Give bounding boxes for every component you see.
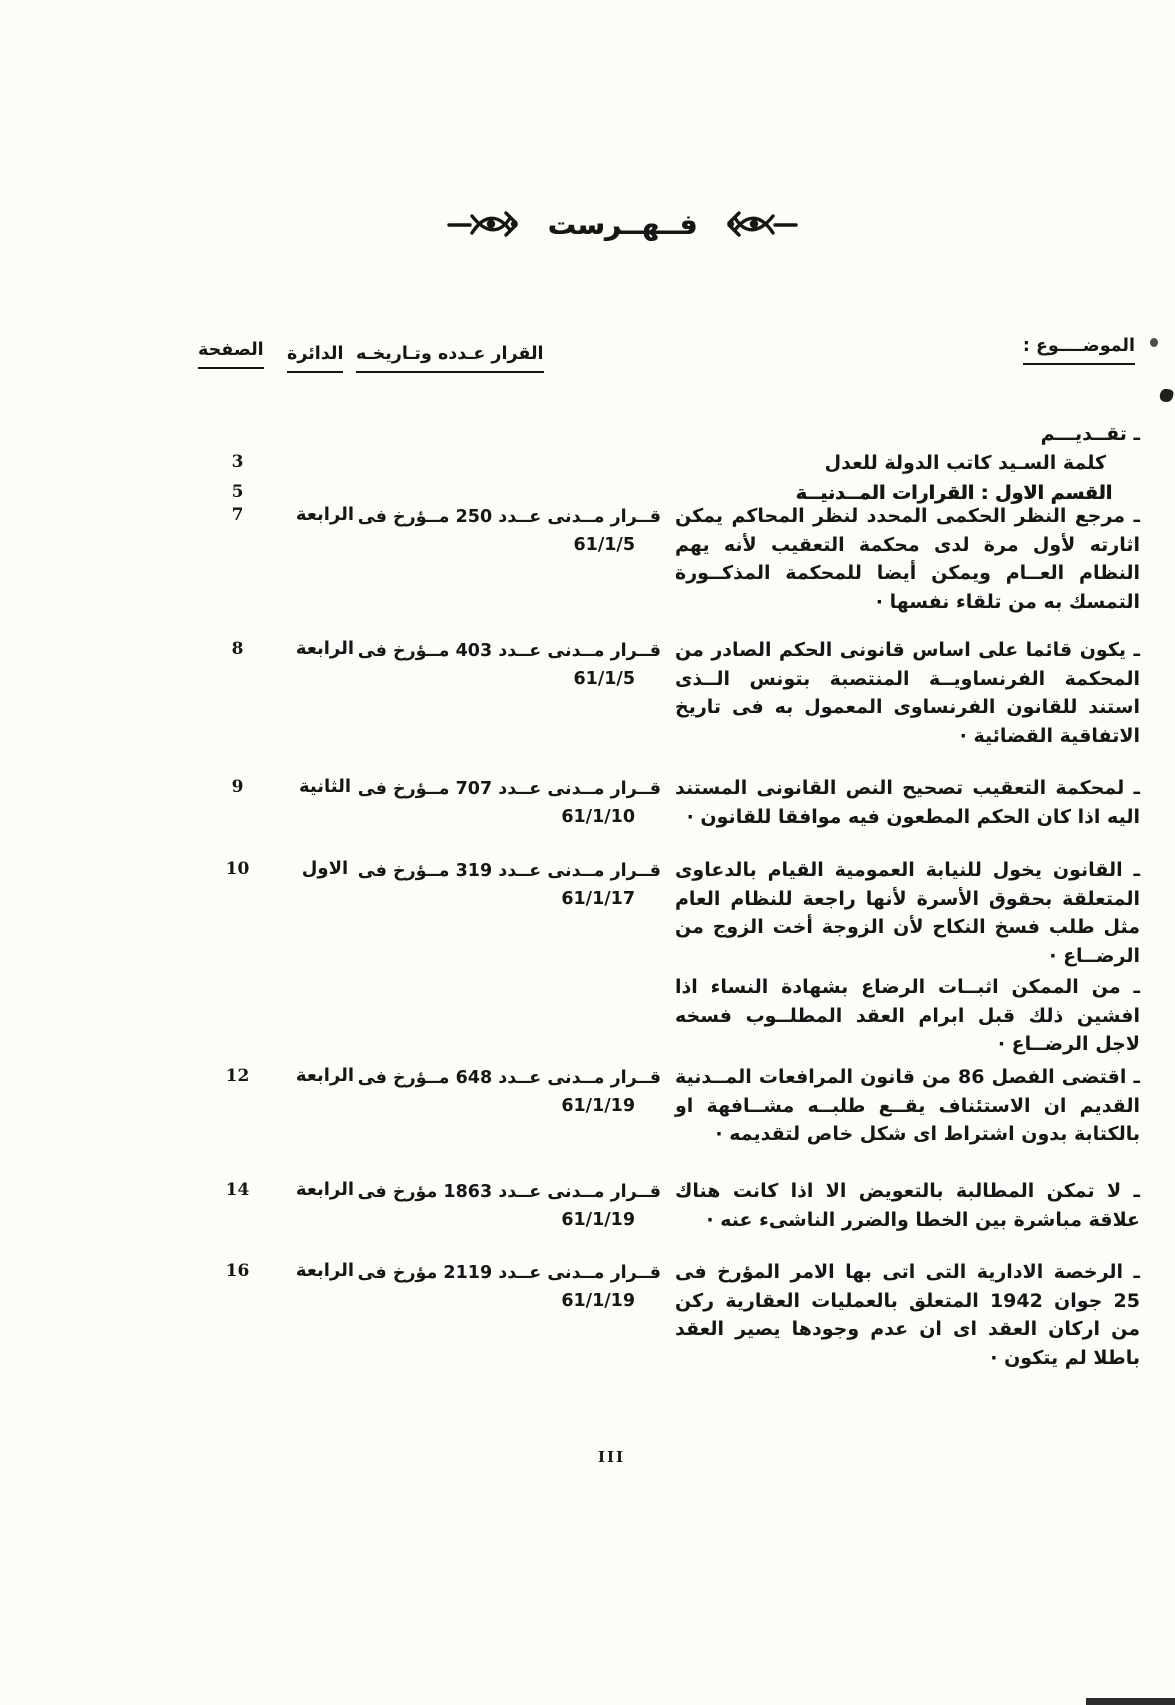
entry-subject: ـ الرخصة الادارية التى اتى بها الامر المؤرخ فى 25 جوان 1942 المتعلق بالعمليات العقارية ركن من اركان العقد اى ان عدم وجودها يصير العقد باطلا لم يتكون · [675, 1261, 1140, 1369]
toc-entry [200, 856, 1140, 970]
decision-reference: قــرار مــدنى عــدد 403 مــؤرخ فى [357, 641, 661, 661]
entry-subject: ـ القانون يخول للنيابة العمومية القيام بالدعاوى المتعلقة بحقوق الأسرة لأنها راجعة للنظام العام مثل طلب فسخ النكاح لأن الزوجة أخت الزوج من الرضــاع · [675, 859, 1140, 967]
front-matter-row-secretary-word [200, 449, 1140, 478]
front-matter-page: 5 [231, 482, 244, 502]
toc-entry [200, 636, 1140, 750]
entry-decision [357, 502, 675, 559]
toc-entry [200, 1258, 1140, 1372]
decision-reference: قــرار مــدنى عــدد 319 مــؤرخ فى [357, 861, 661, 881]
entry-decision [357, 1177, 675, 1234]
entry-decision [357, 856, 675, 913]
entry-decision [357, 1063, 675, 1120]
entry-subject: ـ مرجع النظر الحكمى المحدد لنظر المحاكم يمكن اثارته لأول مرة لدى محكمة التعقيب لأنه يهم النظام العــام ويمكن أيضا للمحكمة المذكــورة التمسك به من تلقاء نفسها · [675, 505, 1140, 613]
front-matter-label: كلمة السـيد كاتب الدولة للعدل [824, 452, 1106, 474]
front-matter-row-introduction [200, 420, 1140, 449]
table-header-row [0, 330, 1175, 390]
scan-artifact [1159, 388, 1174, 403]
decision-reference: قــرار مــدنى عــدد 2119 مؤرخ فى [357, 1263, 661, 1283]
header-chamber: الدائرة [287, 344, 343, 373]
entry-chamber: الرابعة [295, 638, 355, 659]
entry-decision [357, 1258, 675, 1315]
decision-date [375, 803, 661, 831]
entry-subject: ـ لمحكمة التعقيب تصحيح النص القانونى المستند اليه اذا كان الحكم المطعون فيه موافقا للقانون · [675, 777, 1140, 828]
page-title-row [70, 206, 1175, 242]
entry-decision [375, 973, 675, 975]
header-decision-number-date: القرار عـدده وتـاريخـه [356, 344, 544, 373]
decision-reference: قــرار مــدنى عــدد 648 مــؤرخ فى [357, 1068, 661, 1088]
entry-chamber: الرابعة [295, 1179, 355, 1200]
entry-chamber: الرابعة [295, 504, 355, 525]
front-matter-page [200, 420, 275, 424]
decision-date [375, 1287, 661, 1315]
decision-date-text: 61/1/19 [561, 1096, 635, 1116]
toc-entry [200, 1177, 1140, 1234]
toc-entry [200, 1063, 1140, 1149]
entry-chamber: الرابعة [295, 1260, 355, 1281]
entry-decision [357, 774, 675, 831]
entry-page: 7 [231, 505, 244, 525]
entry-chamber: الرابعة [295, 1065, 355, 1086]
scan-artifact [1150, 338, 1158, 347]
decision-date-text: 61/1/19 [561, 1291, 635, 1311]
entry-page: 16 [225, 1261, 250, 1281]
decision-reference: قــرار مــدنى عــدد 1863 مؤرخ فى [357, 1182, 661, 1202]
entry-subject: ـ اقتضى الفصل 86 من قانون المرافعات المــدنية القديم ان الاستئناف يقــع طلبــه مشــافهة او بالكتابة بدون اشتراط اى شكل خاص لتقديمه · [675, 1066, 1141, 1145]
toc-entry [200, 973, 1140, 1059]
entry-subject: ـ يكون قائما على اساس قانونى الحكم الصادر من المحكمة الفرنساويــة المنتصبة بتونس الــذى استند للقانون الفرنساوى المعمول به فى تاريخ الاتفاقية القضائية · [675, 639, 1140, 747]
page-title: فــهــرست [547, 207, 698, 241]
decision-date [375, 1206, 661, 1234]
fleuron-ornament-icon [713, 206, 799, 242]
fleuron-ornament-icon [446, 206, 532, 242]
entry-subject: ـ من الممكن اثبــات الرضاع بشهادة النساء اذا افشين ذلك قبل ابرام العقد المطلــوب فسخه لاجل الرضــاع · [675, 976, 1140, 1055]
decision-date-text: 61/1/10 [561, 807, 635, 827]
toc-entry [200, 502, 1140, 616]
header-subject: الموضــــوع : [1023, 336, 1135, 365]
decision-date-text: 61/1/19 [561, 1210, 635, 1230]
footer-page-number: III [598, 1448, 626, 1466]
entry-decision [357, 636, 675, 693]
entry-chamber: الثانية [298, 776, 352, 797]
decision-date [375, 1092, 661, 1120]
entry-page: 10 [225, 859, 250, 879]
entry-page: 12 [225, 1066, 250, 1086]
front-matter-page: 3 [231, 452, 244, 472]
toc-entry [200, 774, 1140, 831]
scan-artifact [1086, 1698, 1175, 1705]
decision-date [375, 885, 661, 913]
entry-page: 9 [231, 777, 244, 797]
entry-subject: ـ لا تمكن المطالبة بالتعويض الا اذا كانت هناك علاقة مباشرة بين الخطا والضرر الناشىء عنه · [675, 1180, 1140, 1231]
decision-reference: قــرار مــدنى عــدد 707 مــؤرخ فى [357, 779, 661, 799]
entry-chamber [275, 973, 375, 976]
decision-date [375, 665, 661, 693]
entry-chamber: الاول [301, 858, 349, 879]
header-page: الصفحة [198, 340, 264, 369]
entry-page: 8 [231, 639, 244, 659]
decision-date-text: 61/1/5 [573, 535, 635, 555]
entry-page: 14 [225, 1180, 250, 1200]
decision-date-text: 61/1/5 [573, 669, 635, 689]
decision-reference: قــرار مــدنى عــدد 250 مــؤرخ فى [357, 507, 661, 527]
decision-date-text: 61/1/17 [561, 889, 635, 909]
front-matter-label: القسم الاول : القرارات المــدنيــة [795, 482, 1112, 504]
front-matter-label: ـ تقــديـــم [1040, 423, 1140, 445]
entry-page [200, 973, 275, 977]
decision-date [375, 531, 661, 559]
